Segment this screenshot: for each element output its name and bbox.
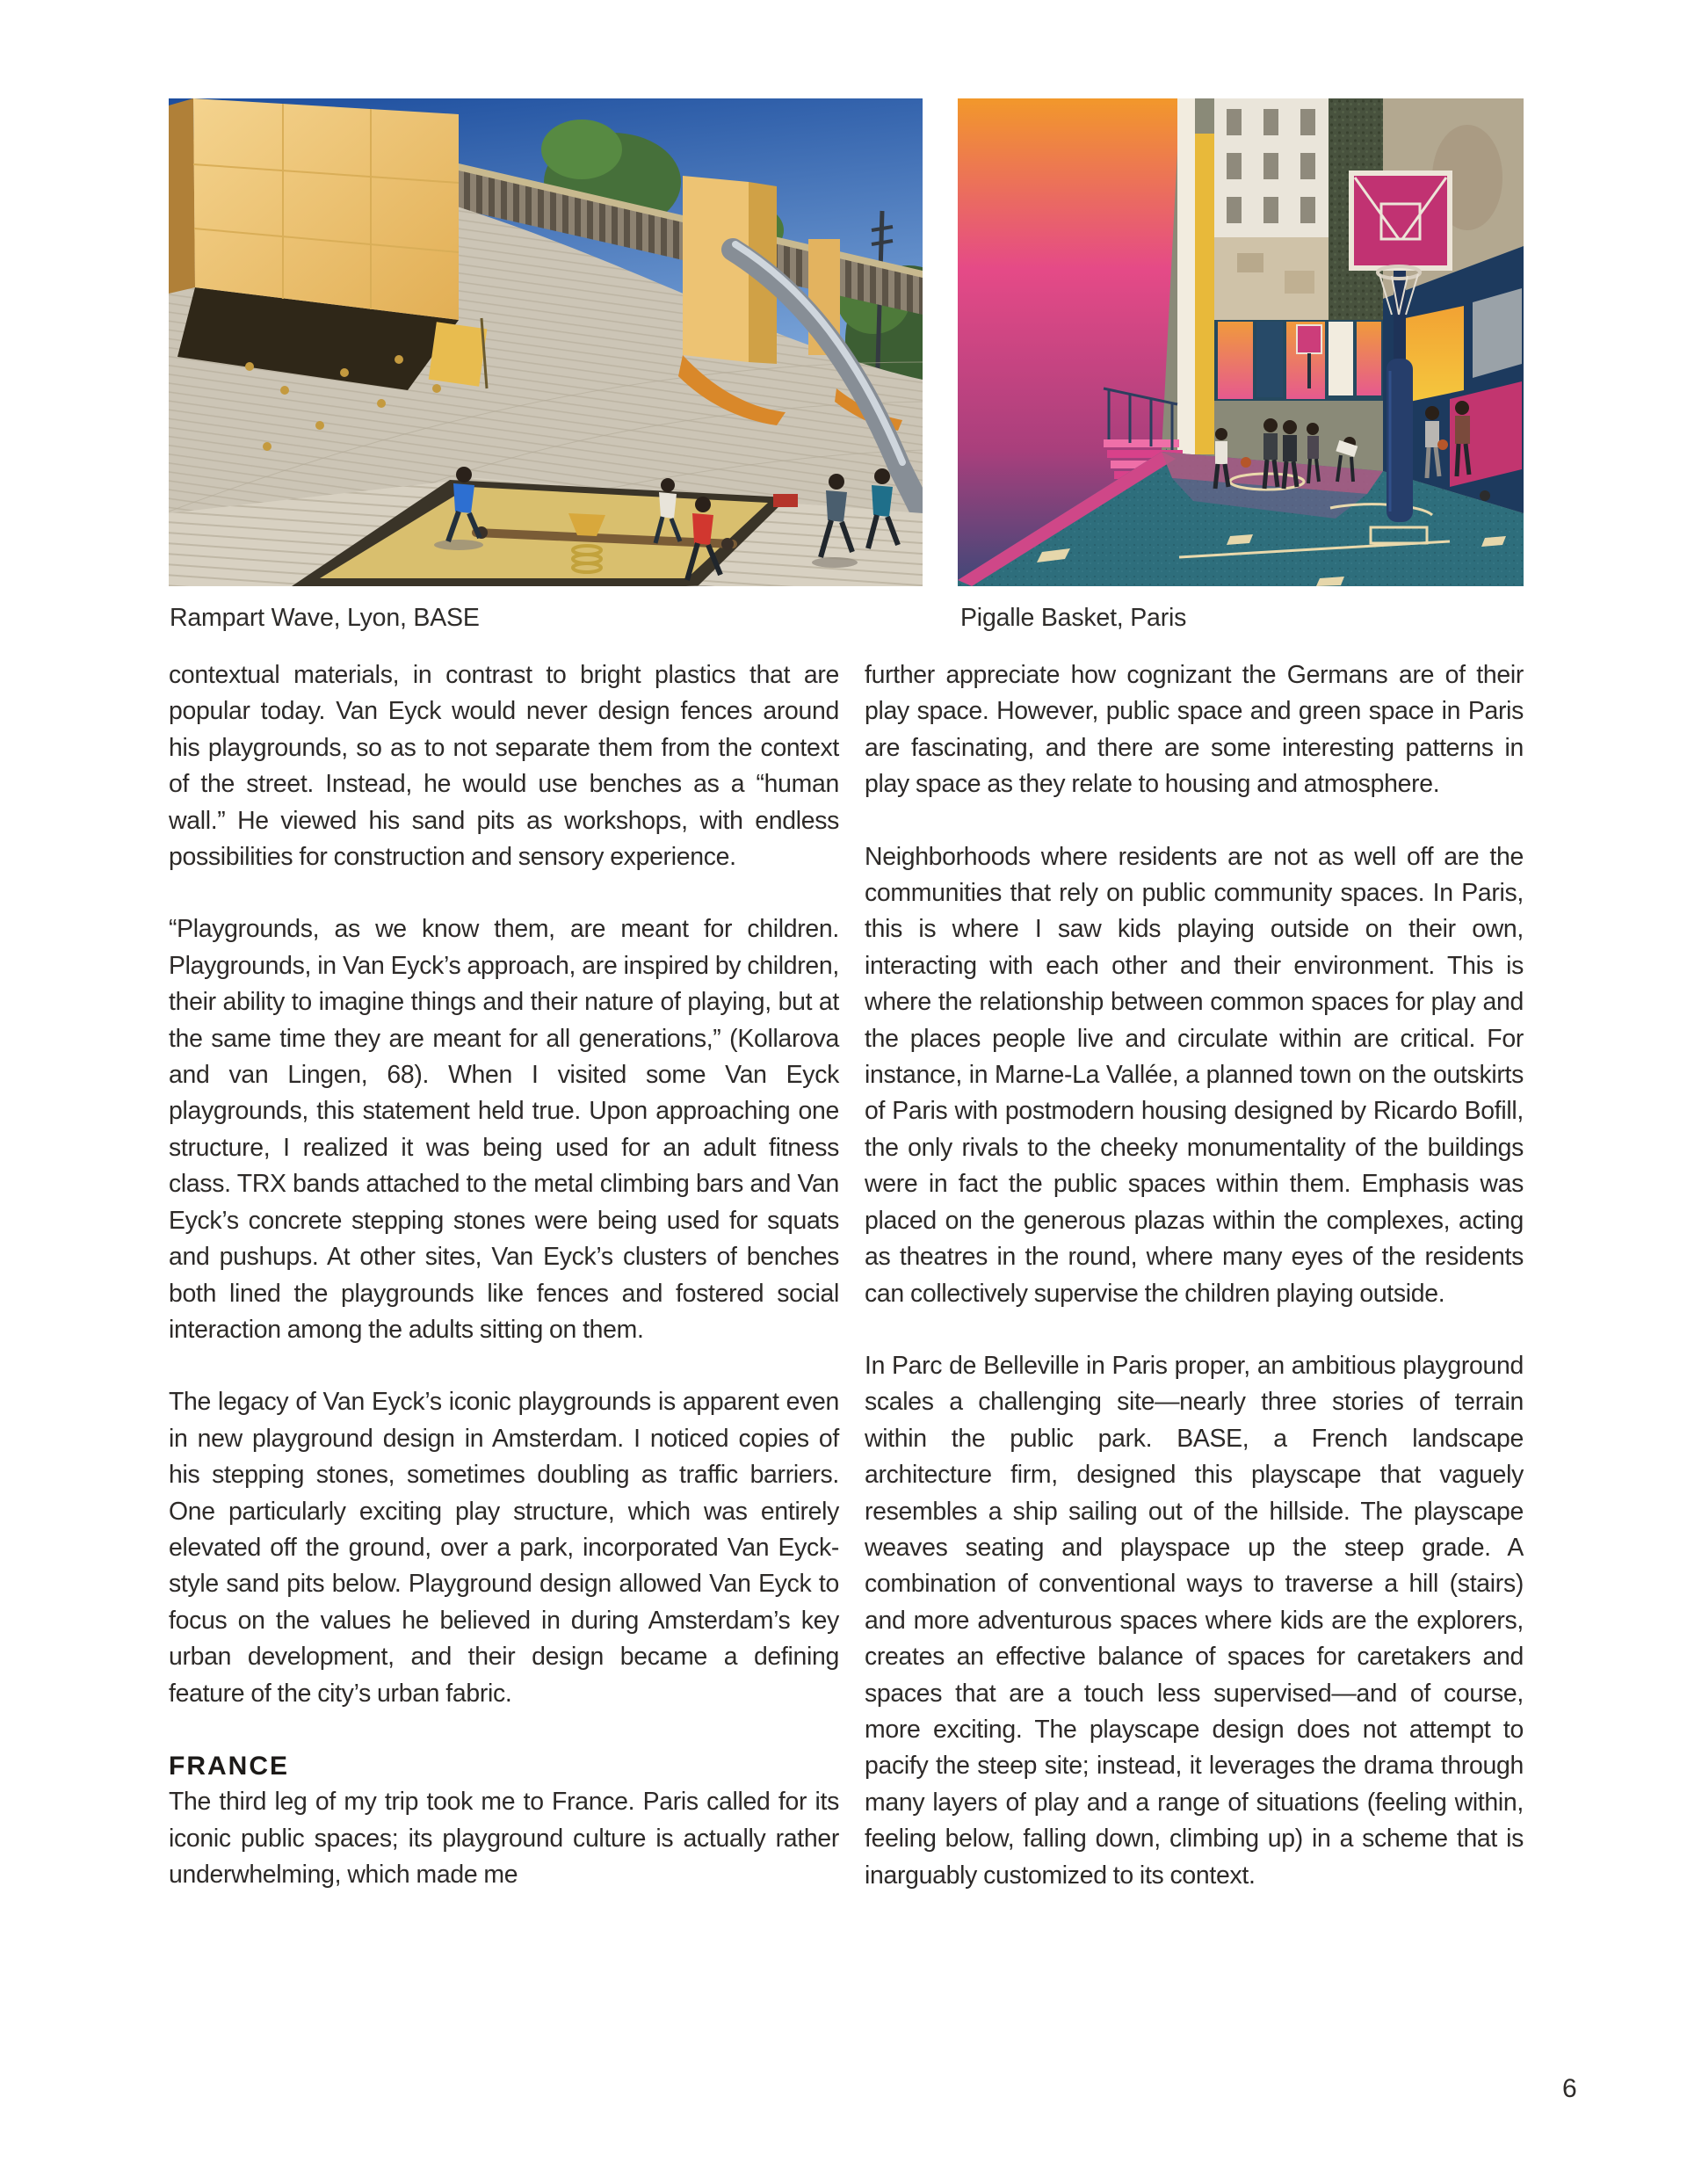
section-heading-france: FRANCE bbox=[169, 1751, 289, 1781]
gold-box-side bbox=[169, 98, 195, 294]
gold-box-front bbox=[193, 98, 459, 320]
back-wall-panels bbox=[1214, 320, 1383, 401]
pigalle-basket-illustration bbox=[958, 98, 1524, 586]
body-paragraph: further appreciate how cognizant the Germans are of their play space. However, public space and green space in Paris are fascinating, and there are some interesting patterns in play space as they relate to housing and atmosphere. bbox=[865, 661, 1524, 799]
page-number: 6 bbox=[1562, 2074, 1577, 2103]
body-paragraph: The legacy of Van Eyck’s iconic playgrounds is apparent even in new playground design in Amsterdam. I noticed copies of his stepping stones, sometimes doubling as traffic barriers. One particularly exciting play structure, which was entirely elevated off the ground, over a park, incorporated Van Eyck-style sand pits below. Playground design allowed Van Eyck to focus on the values he believed in during Amsterdam’s key urban development, and their design became a defining feature of the city’s urban fabric. bbox=[169, 1388, 839, 1708]
rampart-wave-illustration bbox=[169, 98, 923, 586]
body-paragraph: Neighborhoods where residents are not as well off are the communities that rely on public community spaces. In Paris, this is where I saw kids playing outside on their own, interacting with each other and their environment. This is where the relationship between common spaces for play and the places people live and circulate within are critical. For instance, in Marne-La Vallée, a planned town on the outskirts of Paris with postmodern housing designed by Ricardo Bofill, the only rivals to the cheeky monumentality of the buildings were in fact the public spaces within them. Emphasis was placed on the generous plazas within the complexes, acting as theatres in the round, where many eyes of the residents can collectively supervise the children playing outside. bbox=[865, 842, 1524, 1308]
body-paragraph: In Parc de Belleville in Paris proper, an ambitious playground scales a challenging site—nearly three stories of terrain within the public park. BASE, a French landscape architecture firm, designed this playscape that vaguely resembles a ship sailing out of the hillside. The playscape weaves seating and playspace up the steep grade. A combination of conventional ways to traverse a hill (stairs) and more adventurous spaces where kids are the explorers, creates an effective balance of spaces for caretakers and spaces that are a touch less supervised—and of course, more exciting. The playscape design does not attempt to pacify the steep site; instead, it leverages the drama through many layers of play and a range of situations (feeling within, feeling below, falling down, climbing up) in a scheme that is inarguably customized to its context. bbox=[865, 1351, 1524, 1890]
body-paragraph: The third leg of my trip took me to France. Paris called for its iconic public spaces; its playground culture is actually rather underwhelming, which made me bbox=[169, 1788, 839, 1890]
white-wall-stripe bbox=[1177, 98, 1195, 454]
building-windows bbox=[1227, 109, 1315, 223]
figure-caption-right: Pigalle Basket, Paris bbox=[960, 604, 1187, 632]
sand-pit-sign bbox=[773, 494, 798, 507]
white-building-facade bbox=[1214, 98, 1329, 323]
body-paragraph: contextual materials, in contrast to bright plastics that are popular today. Van Eyck would never design fences around his playgrounds, so as to not separate them from the context of the street. Instead, he would use benches as a “human wall.” He viewed his sand pits as workshops, with endless possibilities for construction and sensory experience. bbox=[169, 661, 839, 872]
left-text-column bbox=[169, 657, 839, 1894]
gold-box bbox=[169, 98, 459, 390]
pigalle-basket-photo bbox=[958, 98, 1524, 586]
figure-caption-left: Rampart Wave, Lyon, BASE bbox=[170, 604, 480, 632]
rampart-wave-photo bbox=[169, 98, 923, 586]
backboard bbox=[1351, 173, 1450, 268]
body-paragraph: “Playgrounds, as we know them, are meant for children. Playgrounds, in Van Eyck’s approach, are inspired by children, their ability to imagine things and their nature of playing, but at the same time they are meant for all generations,” (Kollarova and van Lingen, 68). When I visited some Van Eyck playgrounds, this statement held true. Upon approaching one structure, I realized it was being used for an adult fitness class. TRX bands attached to the metal climbing bars and Van Eyck’s concrete stepping stones were being used for squats and pushups. At other sites, Van Eyck’s clusters of benches both lined the playgrounds like fences and fostered social interaction among the adults sitting on them. bbox=[169, 915, 839, 1344]
right-text-column bbox=[865, 657, 1524, 1894]
yellow-wall-stripe bbox=[1195, 134, 1214, 454]
yellow-climb-panel bbox=[429, 318, 488, 388]
